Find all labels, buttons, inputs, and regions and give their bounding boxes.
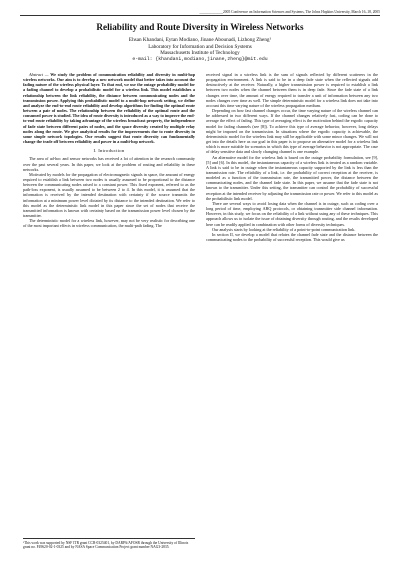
abstract-text: We study the problem of communication reliability and diversity in multi-hop wireless networks. Our aim is to develop a new network model that better takes into account the fading nature of the wireless physical layer. To that end, we use the outage probability model for a fading channel to develop a probabilistic model for a wireless link. This model establishes a relationship between the link reliability, the distance between communicating nodes and the transmission power. Applying this probabilistic model to a multi-hop network setting, we define and analyze the end-to-end route reliability and develop algorithms for finding the optimal route between a pair of nodes. The relationship between the reliability of the optimal route and the consumed power is studied. The idea of route diversity is introduced as a way to improve the end-to-end route reliability by taking advantage of the wireless broadcast property, the independence of fade state between different pairs of nodes, and the space diversity created by multiple relay nodes along the route. We give analytical results for the improvements due to route diversity in some simple network topologies. Our results suggest that route diversity can fundamentally change the trade off between reliability and power in a multi-hop network.: [23, 72, 195, 145]
right-paragraph-6: In section II, we develop a model that relates the channel fade state and the distance between the communicating nodes to the probability of successful reception. This would give us: [206, 231, 378, 242]
footnote: ¹This work was supported by NSF ITR grant CCR-0325401, by DARPA/AFOSR through the University of Illinois grant no. F49620-02-1-0325 and by NASA Space Communication Project grant number NAG3-2835.: [23, 538, 195, 550]
author-block: [0, 37, 400, 63]
section-heading-introduction: I. Introduction: [93, 148, 125, 154]
right-paragraph-1: received signal in a wireless link is the sum of signals reflected by different scatterers in the propagation environment. A link is said to be in a deep fade state when the reflected signals add destructively at the receiver. Naturally, a higher transmission power is required to establish a link between two nodes when the channel between them is in deep fade. Since the fade state of a link changes over time, the amount of energy required to transfer a unit of information between any two nodes changes over time as well. The simple deterministic model for a wireless link does not take into account this time varying nature of the wireless propagation medium.: [206, 72, 378, 108]
paper-title: Reliability and Route Diversity in Wireless Networks: [96, 22, 304, 32]
abstract: [23, 72, 195, 144]
author-email: e-mail: {khandani,modiano,jinane,zheng}@mit.edu: [132, 56, 268, 62]
left-column: [23, 72, 195, 229]
right-paragraph-2: Depending on how fast channel changes occur, the time varying nature of the wireless channel can be addressed in two different ways. If the channel changes relatively fast, coding can be done to average the effect of fading. This type of averaging effect is the motivation behind the ergodic capacity model for fading channels (see [8]). To achieve this type of average behavior, however, long delays might be imposed on the transmission. In situations where the ergodic capacity is achievable, the deterministic model for the wireless link may still be applicable with some minor changes. We will not get into the details here as our goal in this paper is to propose an alternative model for a wireless link which is more suitable for scenarios in which this type of average behavior is not appropriate. The case of delay sensitive data and slowly changing channel is one example.: [206, 108, 378, 155]
right-paragraph-4: There are several ways to avoid losing data when the channel is in outage, such as coding over a long period of time, employing ARQ protocols, or obtaining transmitter side channel information. However, in this study, we focus on the reliability of a link without using any of these techniques. This approach allows us to isolate the issue of obtaining diversity through routing, and the results developed here can be readily applied in combination with other forms of diversity techniques.: [206, 200, 378, 227]
affiliation-institute: Massachusetts Institute of Technology: [160, 50, 240, 57]
intro-paragraph-2: Motivated by models for the propagation of electromagnetic signals in space, the amount of energy required to establish a link between two nodes is usually assumed to be proportional to the distance between the communicating nodes raised to a constant power. This fixed exponent, referred to as the path-loss exponent, is usually assumed to be between 2 to 4. In this model, it is assumed that the information is received by the intended destination with certainty if the source transmits the information at a minimum power level dictated by its distance to the intended destination. We refer to this model as the deterministic link model in this paper since the set of nodes that receive the transmitted information is known with certainty based on the transmission power level chosen by the transmitter.: [23, 171, 195, 219]
author-names: Ehsan Khandani, Eytan Modiano, Jinane Abounadi, Lizhong Zheng¹: [128, 37, 272, 43]
affiliation-lab: Laboratory for Information and Decision Systems: [148, 43, 252, 50]
intro-paragraph-3: The deterministic model for a wireless link, however, may not be very realistic for describing one of the most important effects in wireless communication, the multi-path fading. The: [23, 218, 195, 229]
abstract-label: Abstract —: [29, 72, 49, 77]
right-column: [206, 72, 378, 242]
conference-header: _____________2005 Conference on Information Sciences and Systems, The Johns Hopkins University, March 16–18, 2005: [20, 10, 380, 16]
right-paragraph-5: Our analysis starts by looking at the reliability of a point-to-point communication link.: [212, 226, 356, 232]
right-paragraph-3: An alternative model for the wireless link is based on the outage probability formulation, see [9], [5] and [6]. In this model, the instantaneous capacity of a wireless link is treated as a random variable. A link is said to be in outage when the instantaneous capacity supported by the link is less than the transmission rate. The reliability of a link, i.e. the probability of correct reception at the receiver, is modeled as a function of the transmission rate, the transmitted power, the distance between the communicating nodes, and the channel fade state. In this paper, we assume that the fade state is not known to the transmitter. Under this setting, the transmitter can control the probability of successful reception at the intended receiver by adjusting the transmission rate or power. We refer to this model as the probabilistic link model.: [206, 154, 378, 201]
intro-paragraph-1: The area of ad-hoc and sensor networks has received a lot of attention in the research community over the past several years. In this paper, we look at the problem of routing and reliability in these networks.: [23, 156, 195, 172]
